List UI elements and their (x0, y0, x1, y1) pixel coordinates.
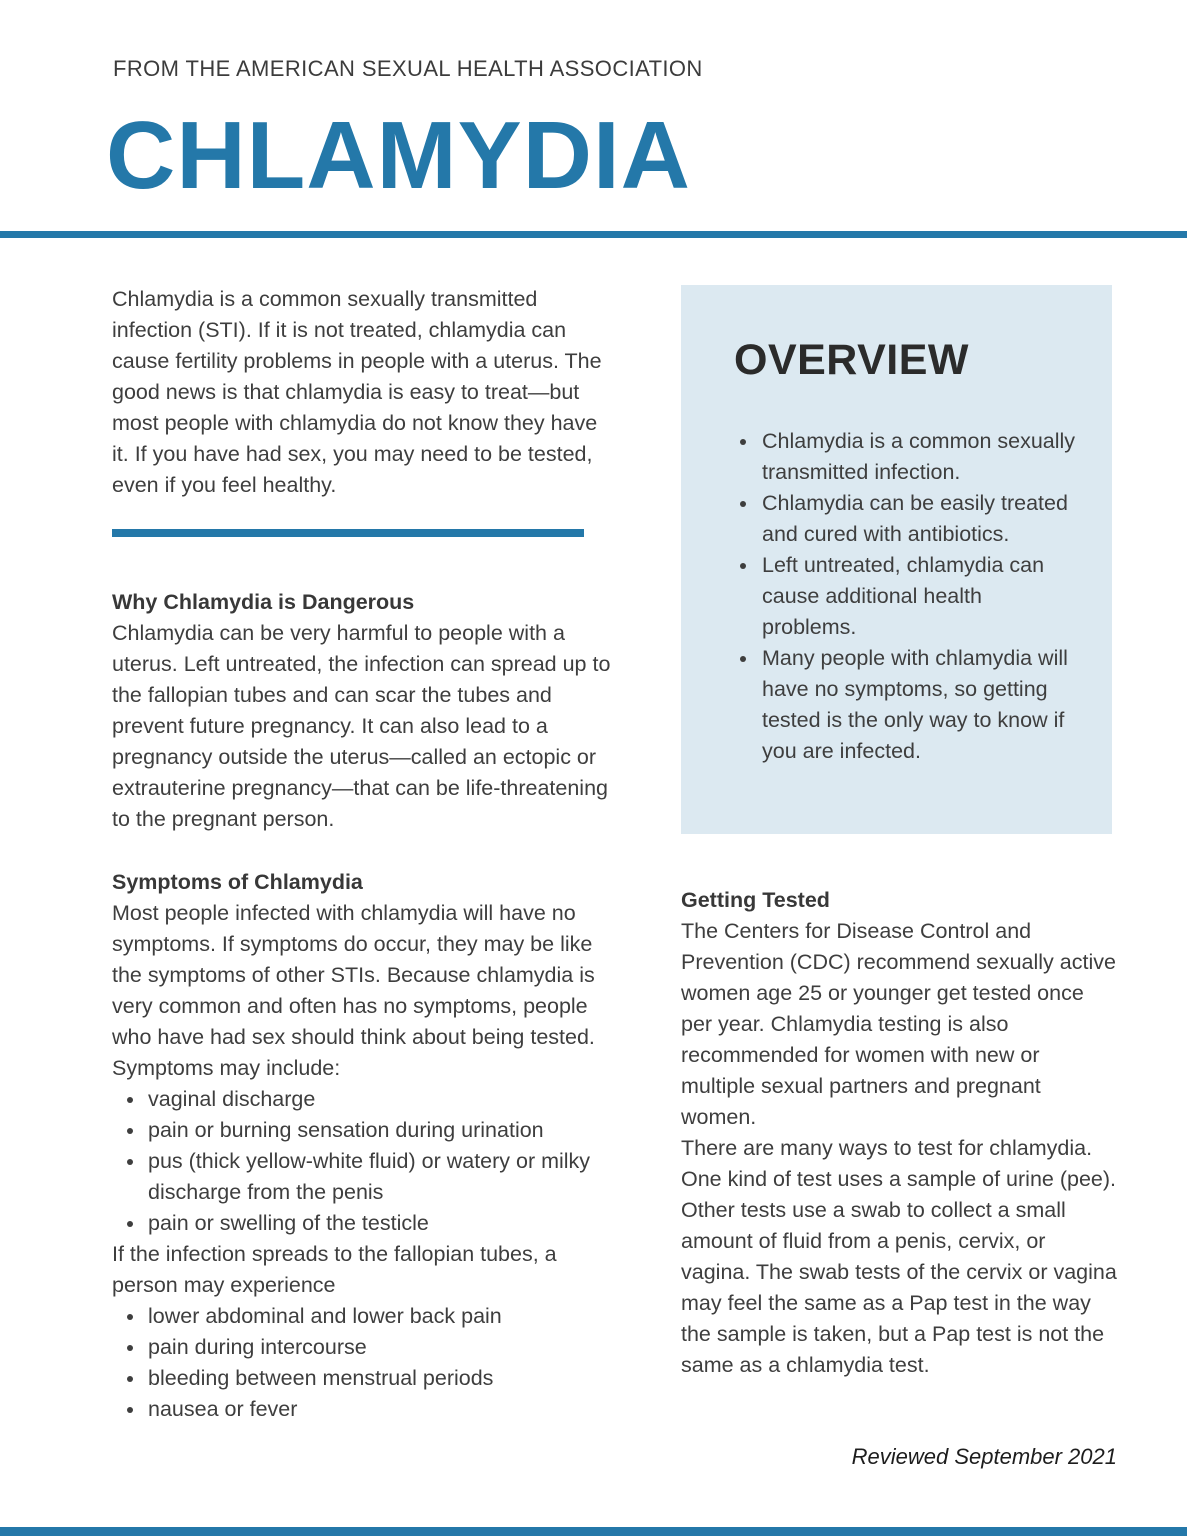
top-divider (0, 231, 1187, 238)
list-item: • Chlamydia is a common sexually transmitted infection. (759, 426, 1078, 488)
list-item: • bleeding between menstrual periods (146, 1363, 612, 1394)
list-item: • lower abdominal and lower back pain (146, 1301, 612, 1332)
testing-methods-body: There are many ways to test for chlamydia. One kind of test uses a sample of urine (pee). Other tests use a swab to collect a small amount of fluid from a penis, cervix, or vagina. The swab tests of the cervix or vagina may feel the same as a Pap test in the way the sample is taken, but a Pap test is not the same as a chlamydia test. (681, 1136, 1117, 1377)
symptoms-body: Most people infected with chlamydia will have no symptoms. If symptoms do occur, they may be like the symptoms of other STIs. Because chlamydia is very common and often has no symptoms, people who have had sex should think about being tested. (112, 901, 595, 1049)
spread-list (112, 1301, 612, 1425)
kicker: FROM THE AMERICAN SEXUAL HEALTH ASSOCIATION (113, 56, 703, 81)
overview-list (734, 426, 1078, 767)
list-item: • vaginal discharge (146, 1084, 612, 1115)
list-item: • pus (thick yellow-white fluid) or watery or milky discharge from the penis (146, 1146, 612, 1208)
why-dangerous-heading: Why Chlamydia is Dangerous (112, 590, 415, 614)
page-title: CHLAMYDIA (106, 102, 691, 209)
right-column (681, 885, 1117, 1381)
getting-tested-body: The Centers for Disease Control and Prevention (CDC) recommend sexually active women age 25 or younger get tested once per year. Chlamydia testing is also recommended for women with new or multiple sexual partners and pregnant women. (681, 919, 1116, 1129)
list-item: • Left untreated, chlamydia can cause additional health problems. (759, 550, 1078, 643)
list-item: • pain during intercourse (146, 1332, 612, 1363)
spread-intro: If the infection spreads to the fallopian tubes, a person may experience (112, 1242, 557, 1297)
symptoms-list-intro: Symptoms may include: (112, 1056, 341, 1080)
left-column (112, 284, 612, 1425)
symptoms-list (112, 1084, 612, 1239)
bottom-accent-bar (0, 1527, 1187, 1536)
overview-heading: OVERVIEW (734, 336, 969, 384)
overview-panel (681, 285, 1112, 834)
list-item: • nausea or fever (146, 1394, 612, 1425)
intro-paragraph: Chlamydia is a common sexually transmitted infection (STI). If it is not treated, chlamydia can cause fertility problems in people with a uterus. The good news is that chlamydia is easy to treat—but most people with chlamydia do not know they have it. If you have had sex, you may need to be tested, even if you feel healthy. (112, 287, 602, 497)
why-dangerous-body: Chlamydia can be very harmful to people with a uterus. Left untreated, the infection can spread up to the fallopian tubes and can scar the tubes and prevent future pregnancy. It can also lead to a pregnancy outside the uterus—called an ectopic or extrauterine pregnancy—that can be life-threatening to the pregnant person. (112, 621, 611, 831)
list-item: • pain or swelling of the testicle (146, 1208, 612, 1239)
symptoms-heading: Symptoms of Chlamydia (112, 870, 363, 894)
getting-tested-heading: Getting Tested (681, 888, 830, 912)
section-divider (112, 529, 584, 537)
list-item: • Chlamydia can be easily treated and cured with antibiotics. (759, 488, 1078, 550)
reviewed-note: Reviewed September 2021 (851, 1444, 1117, 1469)
list-item: • Many people with chlamydia will have no symptoms, so getting tested is the only way to know if you are infected. (759, 643, 1078, 767)
list-item: • pain or burning sensation during urination (146, 1115, 612, 1146)
